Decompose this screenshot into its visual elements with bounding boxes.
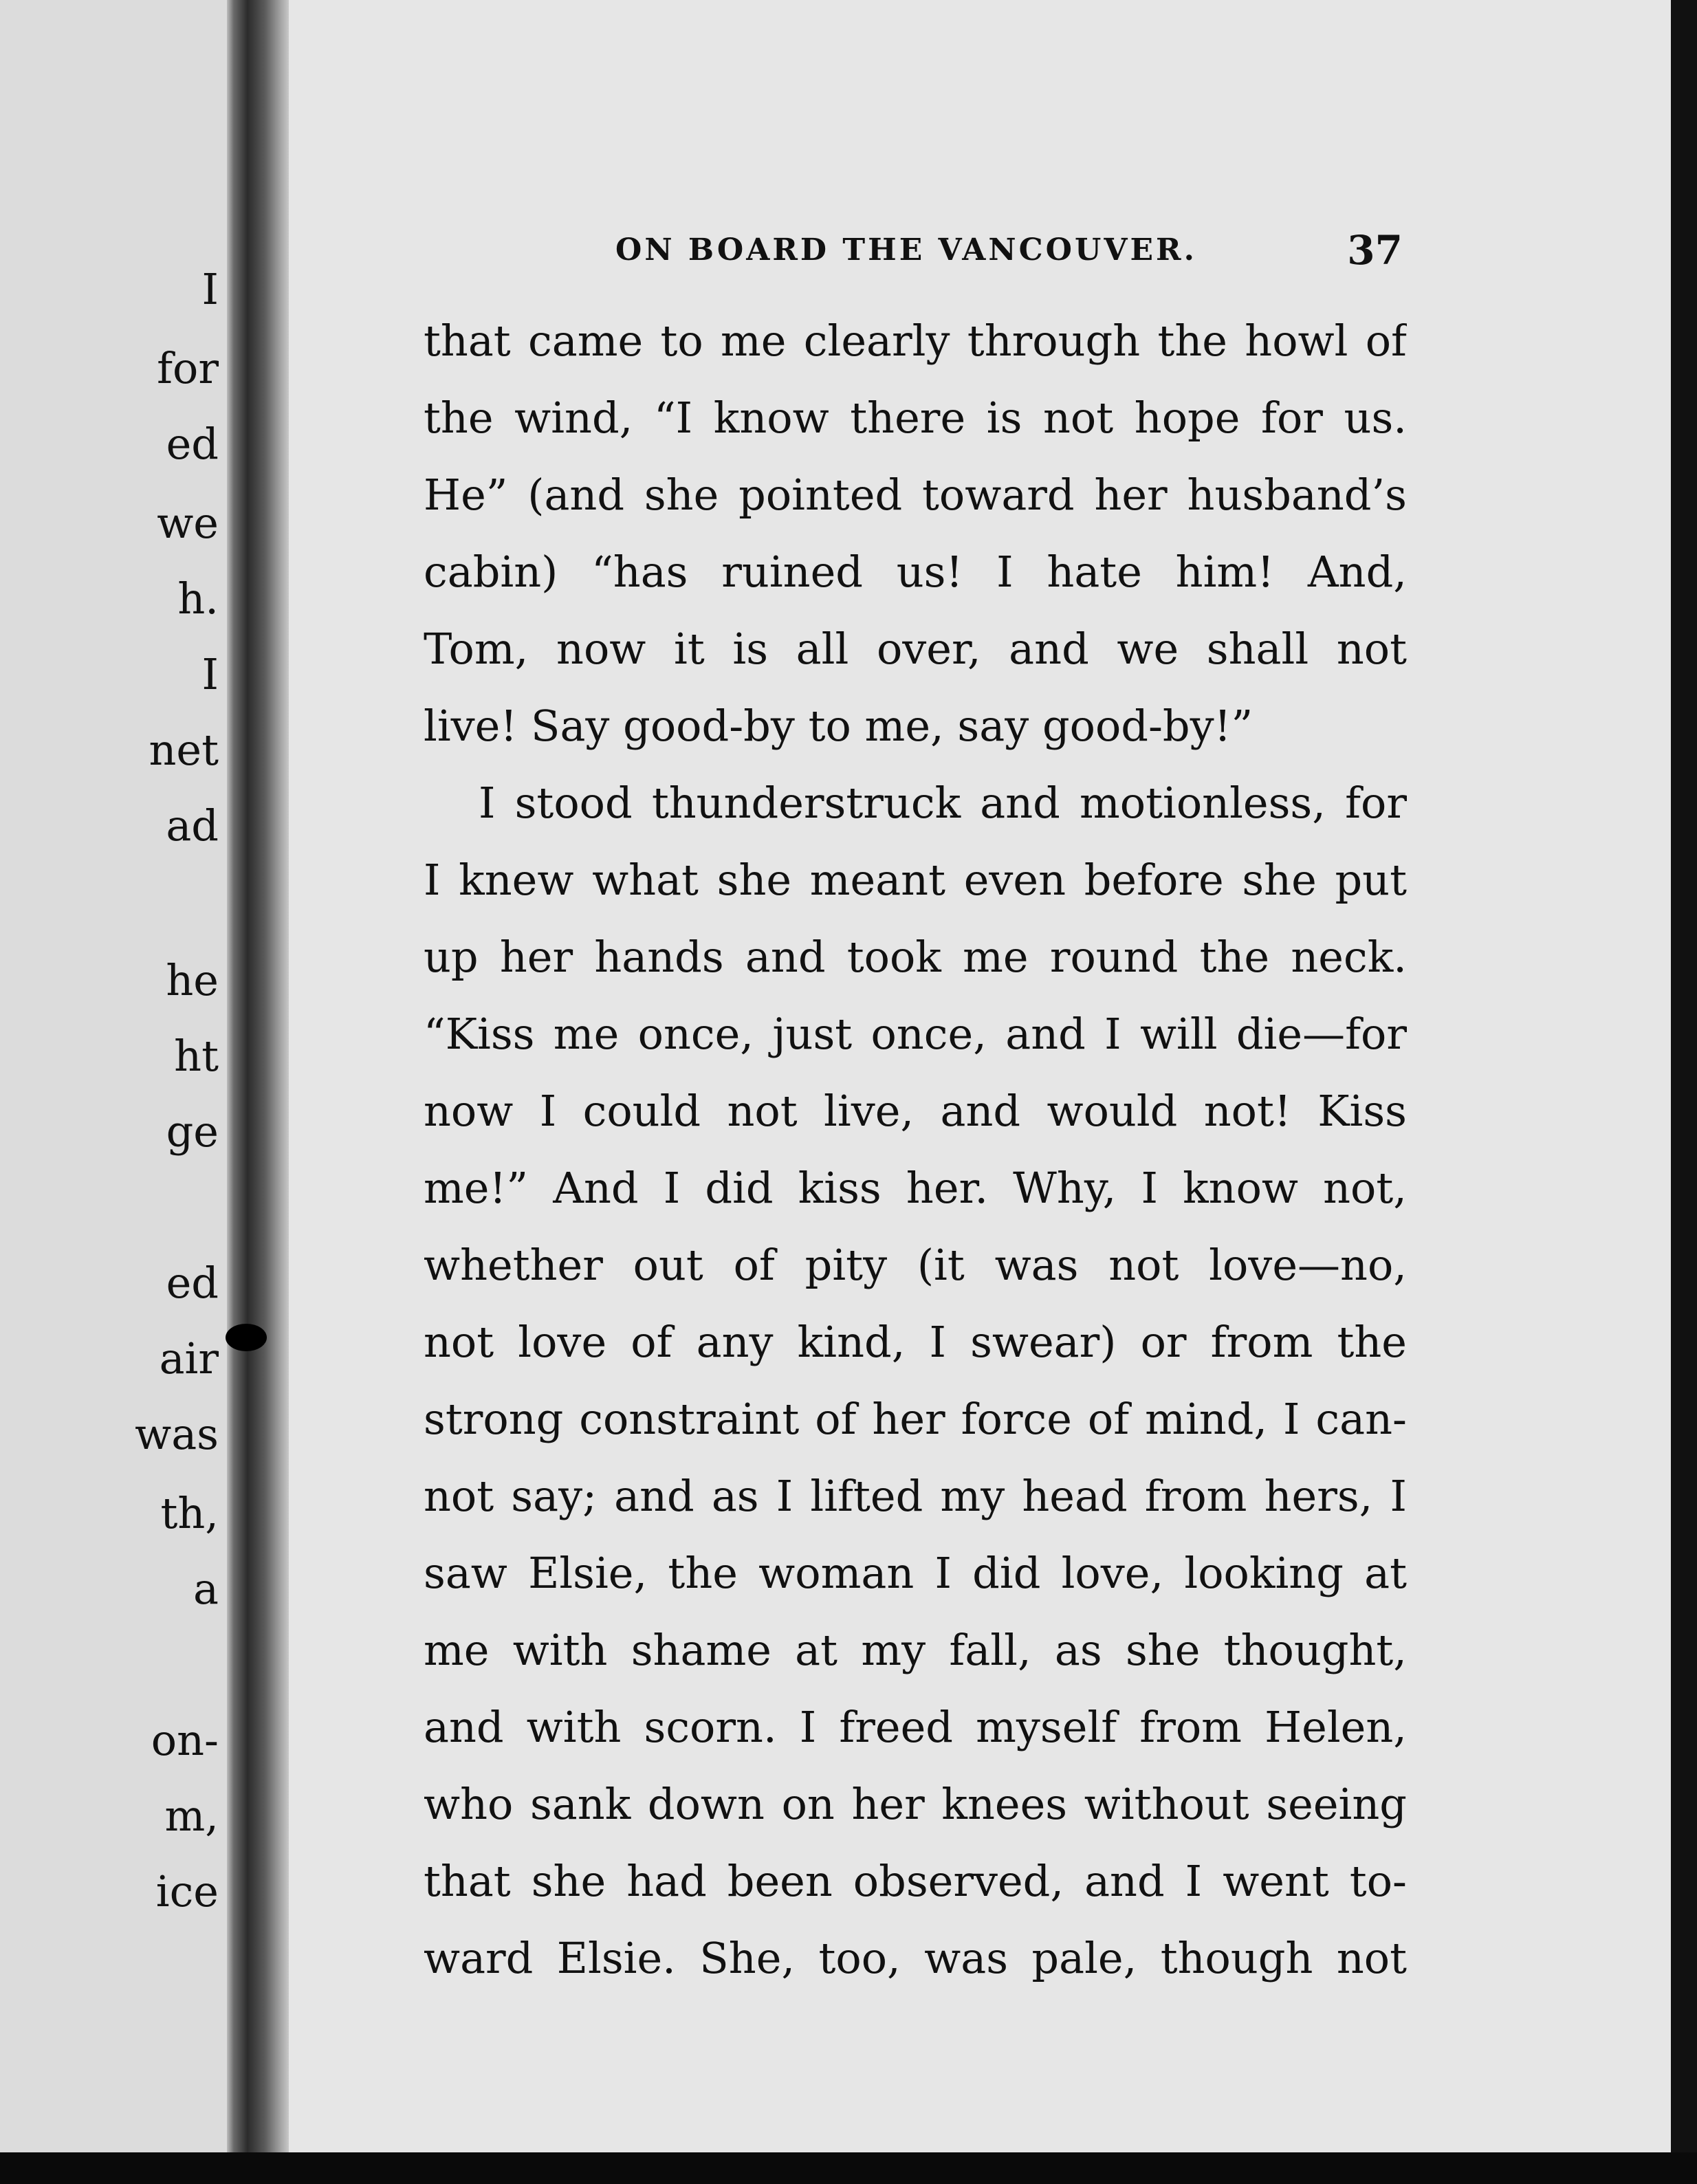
text-line: whether out of pity (it was not love—no, [424,1240,1407,1290]
text-line: and with scorn. I freed myself from Helen, [424,1702,1407,1752]
facing-page-fragment: ed [166,419,219,469]
facing-page-fragment: h. [177,574,219,624]
facing-page-fragment: ice [155,1866,219,1917]
facing-page-fragment: I [201,649,219,699]
text-line: me!” And I did kiss her. Why, I know not, [424,1163,1407,1213]
scan-border-bottom [0,2152,1697,2184]
running-header [323,227,1403,282]
facing-page-fragment: air [159,1333,219,1384]
text-line: up her hands and took me round the neck. [424,932,1407,982]
text-line: I knew what she meant even before she put [424,855,1407,905]
facing-page-fragment: he [166,955,219,1005]
text-line: now I could not live, and would not! Kiss [424,1086,1407,1136]
facing-page-fragment: ht [174,1031,219,1081]
text-line: Tom, now it is all over, and we shall not [424,624,1407,674]
facing-page-fragment: for [157,343,219,393]
body-text [424,303,1407,1997]
facing-page-fragment: we [157,498,219,548]
facing-page-fragment: ge [166,1106,219,1157]
facing-page-fragment: th, [160,1488,219,1538]
scan-border-right [1671,0,1697,2184]
text-line: who sank down on her knees without seeing [424,1779,1407,1829]
facing-page-fragment: ed [166,1258,219,1308]
facing-page-fragment: a [193,1564,219,1614]
facing-page-edge [0,0,227,2184]
book-gutter [227,0,289,2184]
text-line: the wind, “I know there is not hope for us. [424,393,1407,443]
facing-page-fragment: on- [151,1715,219,1765]
facing-page-fragment: I [201,264,219,314]
text-line: live! Say good-by to me, say good-by!” [424,701,1253,751]
facing-page-fragment: m, [164,1791,219,1841]
text-line: not love of any kind, I swear) or from the [424,1317,1407,1367]
facing-page-fragment: was [135,1409,219,1459]
text-line: cabin) “has ruined us! I hate him! And, [424,547,1407,597]
text-line: not say; and as I lifted my head from hers, I [424,1471,1407,1521]
text-line: He” (and she pointed toward her husband’s [424,470,1407,520]
text-line: ward Elsie. She, too, was pale, though not [424,1933,1407,1983]
text-line: saw Elsie, the woman I did love, looking at [424,1548,1407,1598]
facing-page-fragment: ad [166,800,219,851]
text-line: me with shame at my fall, as she thought, [424,1625,1407,1675]
text-line: “Kiss me once, just once, and I will die—for [424,1009,1407,1059]
ink-blot [226,1324,267,1351]
text-line: I stood thunderstruck and motionless, for [479,778,1407,828]
text-line: strong constraint of her force of mind, I can- [424,1394,1407,1444]
text-line: that came to me clearly through the howl of [424,316,1407,366]
running-title: ON BOARD THE VANCOUVER. [615,232,1197,267]
page-number: 37 [1347,227,1403,274]
text-line: that she had been observed, and I went to- [424,1856,1407,1906]
facing-page-fragment: net [149,725,219,775]
